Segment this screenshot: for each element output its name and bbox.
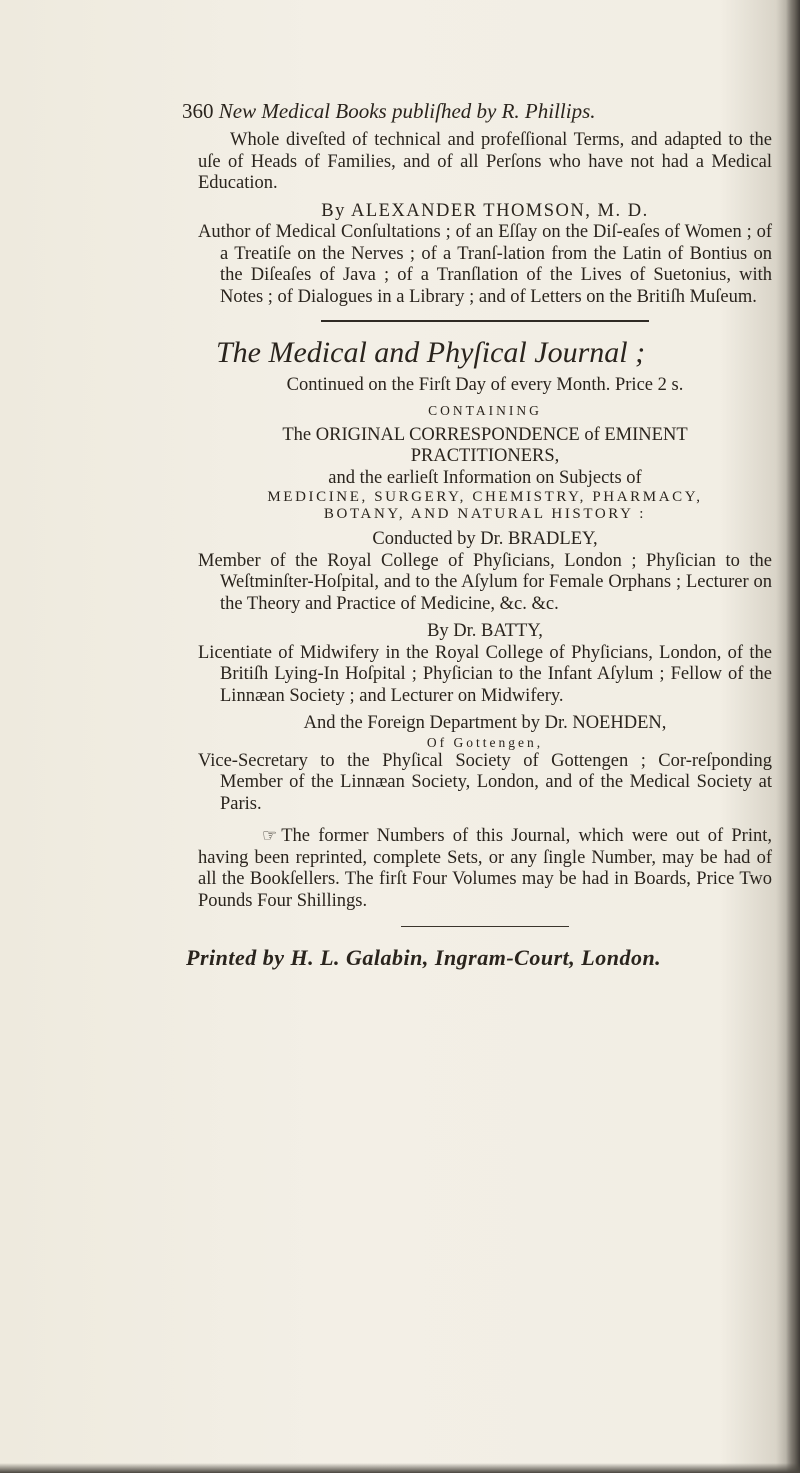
journal-containing: CONTAINING: [428, 402, 542, 418]
editor1-line: Conducted by Dr. BRADLEY,: [372, 529, 598, 549]
editor3-credits: Vice-Secretary to the Phyſical Society of Gottengen ; Cor-reſponding Member of the Linnæan Society, London, and of the Medical Society at Paris.: [198, 750, 772, 814]
journal-subject-line: and the earlieſt Information on Subjects of: [328, 467, 642, 488]
editor3-of: Of Gottengen,: [426, 734, 544, 750]
page-bottom-shadow: [0, 1463, 800, 1473]
journal-notice: [198, 825, 772, 912]
page-number: 360: [182, 99, 214, 123]
journal-schedule: Continued on the Firſt Day of every Month. Price 2 s.: [286, 375, 684, 395]
running-head-title: New Medical Books publiſhed by R. Phillips.: [218, 99, 596, 123]
editor1-credits: Member of the Royal College of Phyſicians, London ; Phyſician to the Weſtminſter-Hoſpital, and to the Aſylum for Female Orphans ; Lecturer on the Theory and Practice of Medicine, &c. &c.: [198, 550, 772, 614]
pointing-hand-icon: ☞: [262, 826, 278, 845]
editor3-line: And the Foreign Department by Dr. NOEHDEN,: [303, 713, 667, 733]
journal-title: The Medical and Phyſical Journal ;: [216, 336, 646, 369]
section-divider: [321, 320, 649, 322]
page-content: [182, 98, 772, 971]
imprint-divider: [401, 926, 569, 927]
intro-byline: By ALEXANDER THOMSON, M. D.: [321, 200, 649, 221]
editor2-line: By Dr. BATTY,: [427, 621, 543, 641]
journal-notice-text: The former Numbers of this Journal, which were out of Print, having been reprinted, complete Sets, or any ſingle Number, may be had of all the Bookſellers. The firſt Four Volumes may be had in Boards, Price Two Pounds Four Shillings.: [198, 826, 772, 911]
journal-fields-line2: BOTANY, AND NATURAL HISTORY :: [323, 506, 647, 522]
intro-description: Whole diveſted of technical and profeſſional Terms, and adapted to the uſe of Heads of Families, and of all Perſons who have not had a Medical Education.: [198, 130, 772, 193]
journal-fields-line1: MEDICINE, SURGERY, CHEMISTRY, PHARMACY,: [267, 489, 703, 505]
running-head: [182, 98, 772, 124]
journal-heading-line2: PRACTITIONERS,: [410, 446, 560, 466]
intro-author-credits: Author of Medical Conſultations ; of an Eſſay on the Diſ-eaſes of Women ; of a Treatiſe on the Nerves ; of a Tranſ-lation from the Latin of Bontius on the Diſeaſes of Java ; of a Tranſlation of the Lives of Suetonius, with Notes ; of Dialogues in a Library ; and of Letters on the Britiſh Muſeum.: [198, 222, 772, 307]
editor2-credits: Licentiate of Midwifery in the Royal College of Phyſicians, London, of the Britiſh Lying-In Hoſpital ; Phyſician to the Infant Aſylum ; Fellow of the Linnæan Society ; and Lecturer on Midwifery.: [198, 642, 772, 706]
page-edge-shadow: [786, 0, 800, 1473]
printer-imprint: Printed by H. L. Galabin, Ingram-Court, London.: [186, 945, 662, 970]
journal-heading-line1: The ORIGINAL CORRESPONDENCE of EMINENT: [282, 424, 688, 445]
